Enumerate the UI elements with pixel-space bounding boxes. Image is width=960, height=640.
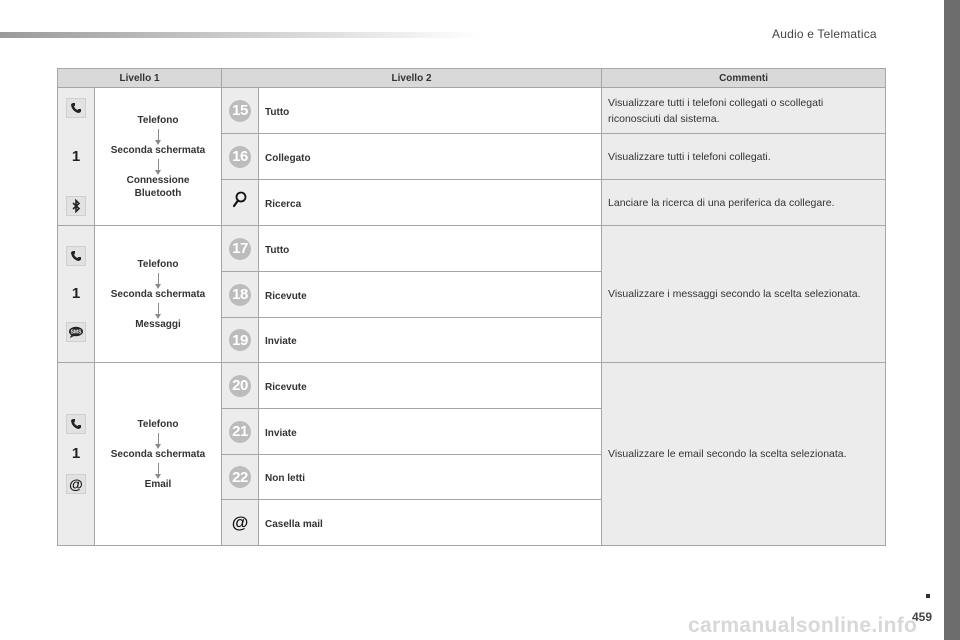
- badge-21: 21: [229, 421, 251, 443]
- down-arrow-icon: [158, 433, 159, 445]
- level1-icons-messaggi: [58, 226, 95, 363]
- badge-22: 22: [229, 466, 251, 488]
- phone-icon: [66, 414, 86, 434]
- level-number-1: 1: [71, 445, 81, 462]
- row-label-tutto: Tutto: [265, 106, 290, 118]
- path-step-telefono: Telefono: [137, 258, 179, 270]
- path-step-seconda-schermata: Seconda schermata: [110, 288, 206, 300]
- badge-17: 17: [229, 238, 251, 260]
- path-step-connessione: Connessione: [126, 174, 190, 186]
- badge-20: 20: [229, 375, 251, 397]
- header-gradient-bar: [0, 32, 480, 38]
- comment-text: Visualizzare i messaggi secondo la scelta selezionata.: [608, 288, 861, 300]
- section-title: Audio e Telematica: [772, 27, 877, 41]
- search-icon: [222, 180, 259, 226]
- level-number-1: 1: [71, 147, 81, 165]
- bluetooth-icon: [66, 196, 86, 216]
- path-step-messaggi: Messaggi: [135, 318, 181, 330]
- level1-path-messaggi: [95, 226, 222, 363]
- path-step-telefono: Telefono: [137, 114, 179, 126]
- down-arrow-icon: [158, 273, 159, 285]
- level-number-1: 1: [71, 285, 81, 302]
- page-marker: [926, 594, 930, 598]
- comment-text: Visualizzare tutti i telefoni collegati o scollegati riconosciuti dal sistema.: [608, 96, 824, 125]
- comment-text: Visualizzare tutti i telefoni collegati.: [608, 150, 771, 163]
- badge-15: 15: [229, 100, 251, 122]
- path-step-telefono: Telefono: [137, 418, 179, 430]
- sms-icon: [66, 322, 86, 342]
- badge-16: 16: [229, 146, 251, 168]
- row-label-ricerca: Ricerca: [265, 198, 302, 210]
- down-arrow-icon: [158, 159, 159, 171]
- down-arrow-icon: [158, 129, 159, 141]
- header-livello-2: Livello 2: [222, 69, 602, 88]
- level1-path-bluetooth: [95, 88, 222, 226]
- level1-icons-email: [58, 363, 95, 546]
- header-livello-1: Livello 1: [58, 69, 222, 88]
- down-arrow-icon: [158, 303, 159, 315]
- table-row: [58, 88, 886, 134]
- watermark: carmanualsonline.info: [688, 614, 918, 637]
- badge-18: 18: [229, 284, 251, 306]
- row-label-ricevute: Ricevute: [265, 381, 307, 393]
- down-arrow-icon: [158, 463, 159, 475]
- row-label-ricevute: Ricevute: [265, 290, 307, 302]
- right-edge-bar: [944, 0, 960, 640]
- comment-text: Lanciare la ricerca di una periferica da collegare.: [608, 196, 835, 209]
- phone-icon: [66, 98, 86, 118]
- row-label-non-letti: Non letti: [265, 473, 306, 484]
- path-step-seconda-schermata: Seconda schermata: [110, 144, 206, 156]
- page-number: 459: [912, 610, 933, 624]
- menu-table: [57, 68, 886, 546]
- level1-path-email: [95, 363, 222, 546]
- path-step-bluetooth: Bluetooth: [134, 187, 182, 199]
- badge-19: 19: [229, 329, 251, 351]
- table-row: [58, 363, 886, 409]
- at-icon: @: [66, 474, 86, 494]
- phone-icon: [66, 246, 86, 266]
- path-step-email: Email: [144, 478, 172, 490]
- comment-text: Visualizzare le email secondo la scelta selezionata.: [608, 448, 847, 460]
- row-label-casella-mail: Casella mail: [265, 518, 323, 530]
- row-label-collegato: Collegato: [265, 152, 311, 164]
- header-commenti: Commenti: [602, 69, 886, 88]
- row-label-inviate: Inviate: [265, 336, 297, 347]
- table-header-row: [58, 69, 886, 88]
- row-label-tutto: Tutto: [265, 244, 290, 256]
- table-row: [58, 226, 886, 272]
- at-icon: @: [222, 500, 259, 546]
- row-label-inviate: Inviate: [265, 427, 297, 439]
- sms-icon-text: SMS: [70, 329, 82, 336]
- path-step-seconda-schermata: Seconda schermata: [110, 448, 206, 460]
- level1-icons-bluetooth: [58, 88, 95, 226]
